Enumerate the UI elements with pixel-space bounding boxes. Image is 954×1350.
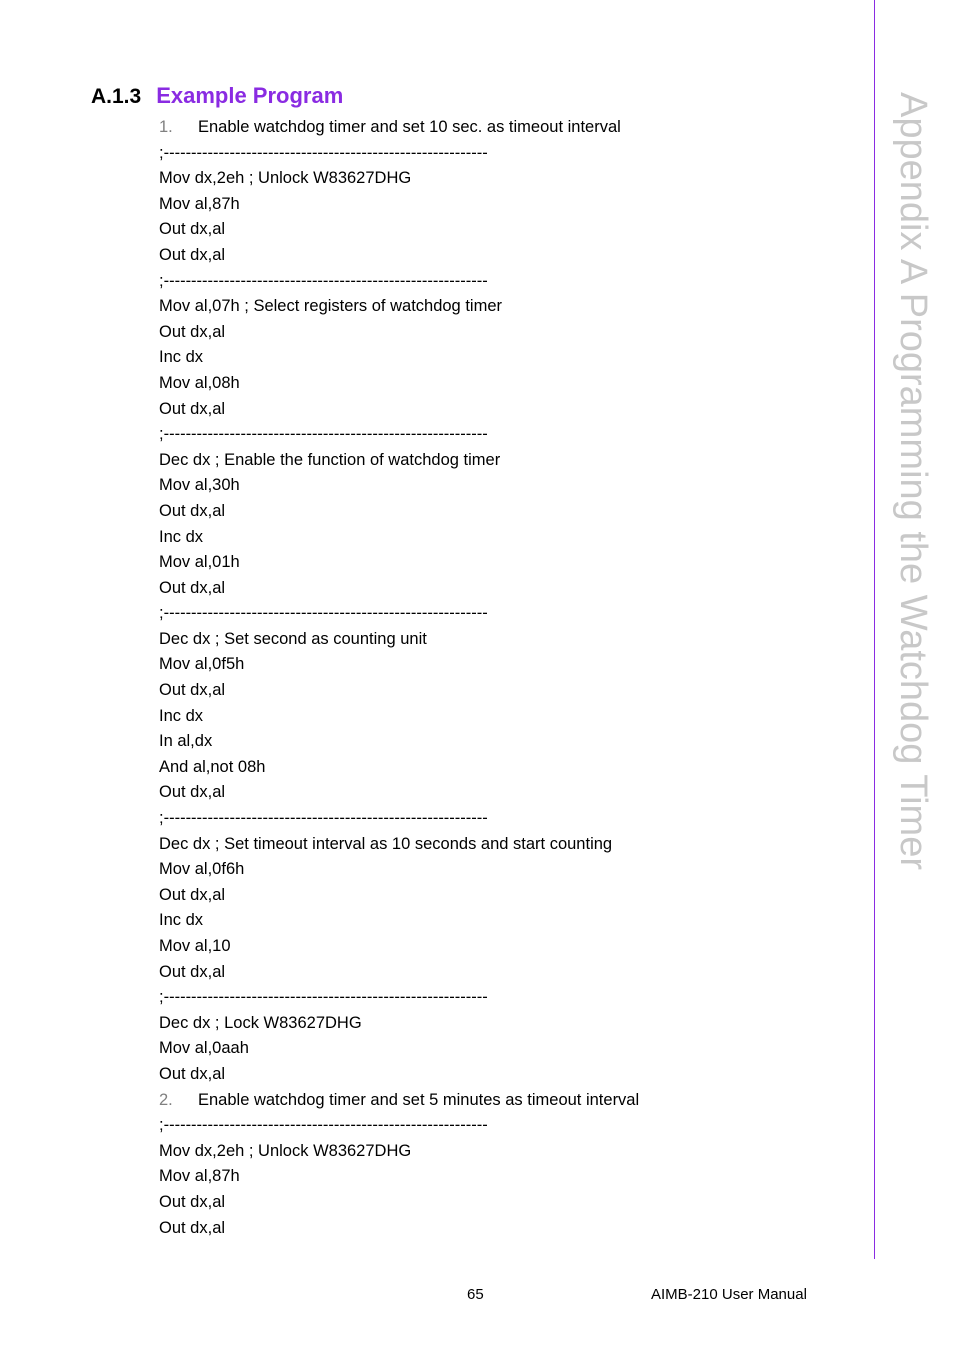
code-line: Mov al,08h: [159, 373, 240, 392]
code-line: Out dx,al: [159, 1064, 226, 1083]
section-heading: [91, 83, 343, 111]
code-line: Mov al,87h: [159, 1167, 240, 1186]
code-line: Inc dx: [159, 348, 204, 367]
step-text: Enable watchdog timer and set 10 sec. as timeout interval: [198, 118, 621, 136]
code-line: Mov dx,2eh ; Unlock W83627DHG: [159, 1141, 412, 1160]
code-line: Mov al,01h: [159, 553, 240, 572]
code-separator: ;-----------------------------------------------------------: [159, 271, 488, 290]
step-text: Enable watchdog timer and set 5 minutes as timeout interval: [198, 1090, 640, 1109]
code-separator: ;-----------------------------------------------------------: [159, 604, 488, 623]
code-line: Dec dx ; Lock W83627DHG: [159, 1013, 362, 1032]
code-line: Out dx,al: [159, 578, 226, 597]
code-line: Out dx,al: [159, 399, 226, 418]
section-title: Example Program: [156, 83, 344, 108]
code-line: Out dx,al: [159, 885, 226, 904]
code-separator: ;-----------------------------------------------------------: [159, 988, 488, 1007]
code-line: And al,not 08h: [159, 757, 266, 776]
code-line: Inc dx: [159, 706, 204, 725]
code-separator: ;-----------------------------------------------------------: [159, 1116, 488, 1135]
code-separator: ;-----------------------------------------------------------: [159, 425, 488, 444]
code-line: Mov al,0f5h: [159, 655, 245, 674]
code-line: Dec dx ; Enable the function of watchdog timer: [159, 450, 501, 469]
code-line: Out dx,al: [159, 1218, 226, 1237]
code-line: Mov al,10: [159, 937, 231, 955]
page-number: 65: [467, 1286, 484, 1303]
code-separator: ;-----------------------------------------------------------: [159, 143, 488, 162]
code-line: Mov dx,2eh ; Unlock W83627DHG: [159, 169, 412, 188]
step-number: 1.: [159, 118, 173, 136]
code-line: Mov al,0f6h: [159, 860, 245, 879]
manual-title: AIMB-210 User Manual: [651, 1286, 807, 1303]
code-line: Out dx,al: [159, 322, 226, 341]
code-line: Out dx,al: [159, 245, 226, 264]
code-line: Out dx,al: [159, 1192, 226, 1211]
code-line: Inc dx: [159, 527, 204, 546]
step-number: 2.: [159, 1090, 173, 1109]
code-line: Out dx,al: [159, 501, 226, 520]
code-line: Mov al,87h: [159, 194, 240, 213]
code-line: Dec dx ; Set timeout interval as 10 seconds and start counting: [159, 834, 613, 853]
code-separator: ;-----------------------------------------------------------: [159, 809, 488, 828]
code-line: Mov al,30h: [159, 476, 240, 495]
program-listing: [159, 115, 849, 1241]
code-line: Dec dx ; Set second as counting unit: [159, 629, 427, 648]
code-line: Out dx,al: [159, 783, 226, 802]
chapter-side-title: Appendix A Programming the Watchdog Timer: [892, 92, 934, 870]
code-line: Out dx,al: [159, 962, 226, 981]
code-line: Inc dx: [159, 911, 204, 930]
code-line: Out dx,al: [159, 681, 226, 700]
code-line: In al,dx: [159, 732, 213, 751]
code-line: Mov al,0aah: [159, 1039, 249, 1058]
code-line: Mov al,07h ; Select registers of watchdog timer: [159, 297, 502, 316]
numbered-step: [159, 1088, 849, 1114]
section-number: A.1.3: [91, 85, 142, 108]
side-divider: [874, 0, 875, 1259]
numbered-step: [159, 115, 849, 141]
code-line: Out dx,al: [159, 220, 226, 239]
